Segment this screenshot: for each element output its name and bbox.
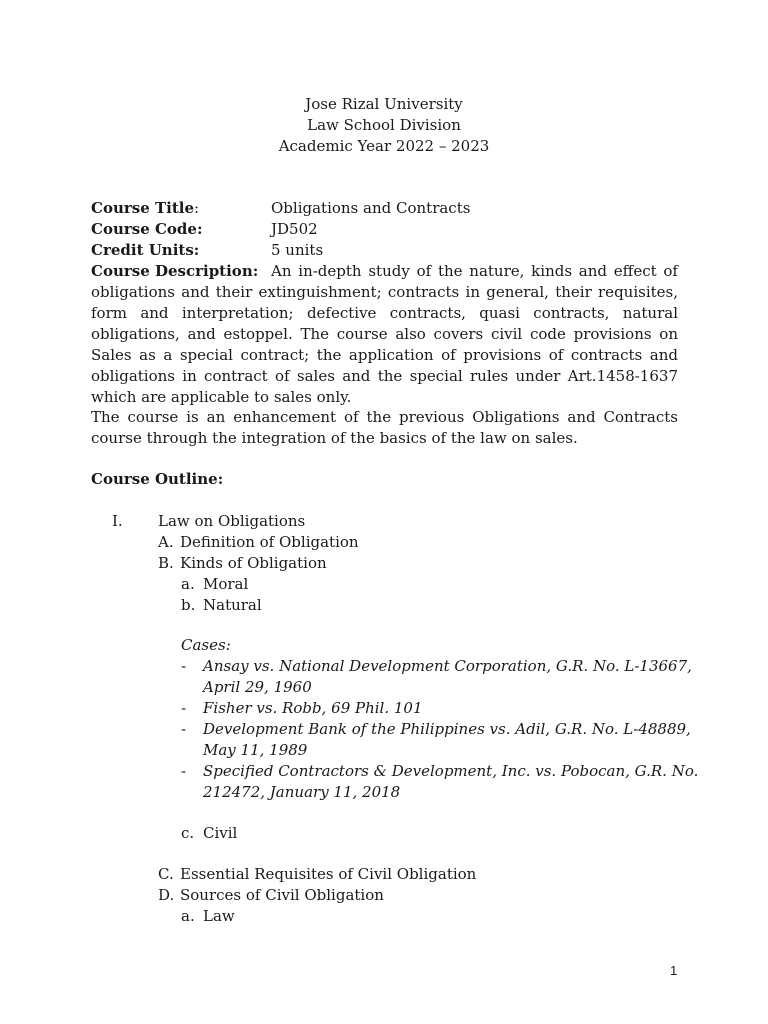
credit-units-value: 5 units [271,241,324,259]
course-enhancement-paragraph: The course is an enhancement of the previous Obligations and Contracts course through the integration of the basics of the law on sales. [91,408,678,447]
case-4-line-1: Specified Contractors & Development, Inc. vs. Pobocan, G.R. No. [203,762,699,780]
subitem-a-title: Moral [203,575,249,593]
subitem-c-title: Civil [203,824,238,842]
university-name: Jose Rizal University [305,95,463,113]
case-1-line-1: Ansay vs. National Development Corporation, G.R. No. L-13667, [203,657,692,675]
course-outline-heading: Course Outline: [91,470,224,488]
case-dash: - [181,720,187,738]
part-one-title: Law on Obligations [158,512,306,530]
item-c-title: Essential Requisites of Civil Obligation [180,865,477,883]
item-a-letter: A. [158,533,174,551]
case-dash: - [181,657,187,675]
academic-year: Academic Year 2022 – 2023 [278,137,490,155]
course-description-body: obligations and their extinguishment; contracts in general, their requisites, form and interpretation; defective contracts, quasi contracts, natural obligations, and estoppel. The course also covers civil code provisions on Sales as a special contract; the application of provisions of contracts and obligations in contract of sales and the special rules under Art.1458-1637 which are applicable to sales only. [91,283,678,406]
credit-units-label: Credit Units: [91,241,200,259]
course-code-label: Course Code: [91,220,203,238]
course-title-label [91,198,199,218]
case-dash: - [181,762,187,780]
case-dash: - [181,699,187,717]
case-3-line-2: May 11, 1989 [203,741,308,759]
item-b-letter: B. [158,554,174,572]
division-name: Law School Division [307,116,461,134]
case-2-line-1: Fisher vs. Robb, 69 Phil. 101 [203,699,423,717]
course-title-value: Obligations and Contracts [271,199,471,217]
subitem-d-a-title: Law [203,907,235,925]
item-c-letter: C. [158,865,174,883]
subitem-d-a-letter: a. [181,907,195,925]
subitem-c-letter: c. [181,824,195,842]
page-number: 1 [670,963,678,978]
item-d-letter: D. [158,886,175,904]
item-d-title: Sources of Civil Obligation [180,886,384,904]
case-1-line-2: April 29, 1960 [203,678,312,696]
case-4-line-2: 212472, January 11, 2018 [203,783,401,801]
subitem-b-letter: b. [181,596,196,614]
part-one-number: I. [112,512,123,530]
subitem-a-letter: a. [181,575,195,593]
course-title-label-text: Course Title [91,199,194,217]
case-3-line-1: Development Bank of the Philippines vs. Adil, G.R. No. L-48889, [203,720,691,738]
subitem-b-title: Natural [203,596,262,614]
course-title-colon: : [194,199,200,217]
course-description-label: Course Description: [91,262,259,280]
course-description-first-line: An in-depth study of the nature, kinds and effect of [271,262,678,280]
item-a-title: Definition of Obligation [180,533,359,551]
course-code-value: JD502 [271,220,318,238]
cases-label: Cases: [181,636,231,654]
item-b-title: Kinds of Obligation [180,554,327,572]
